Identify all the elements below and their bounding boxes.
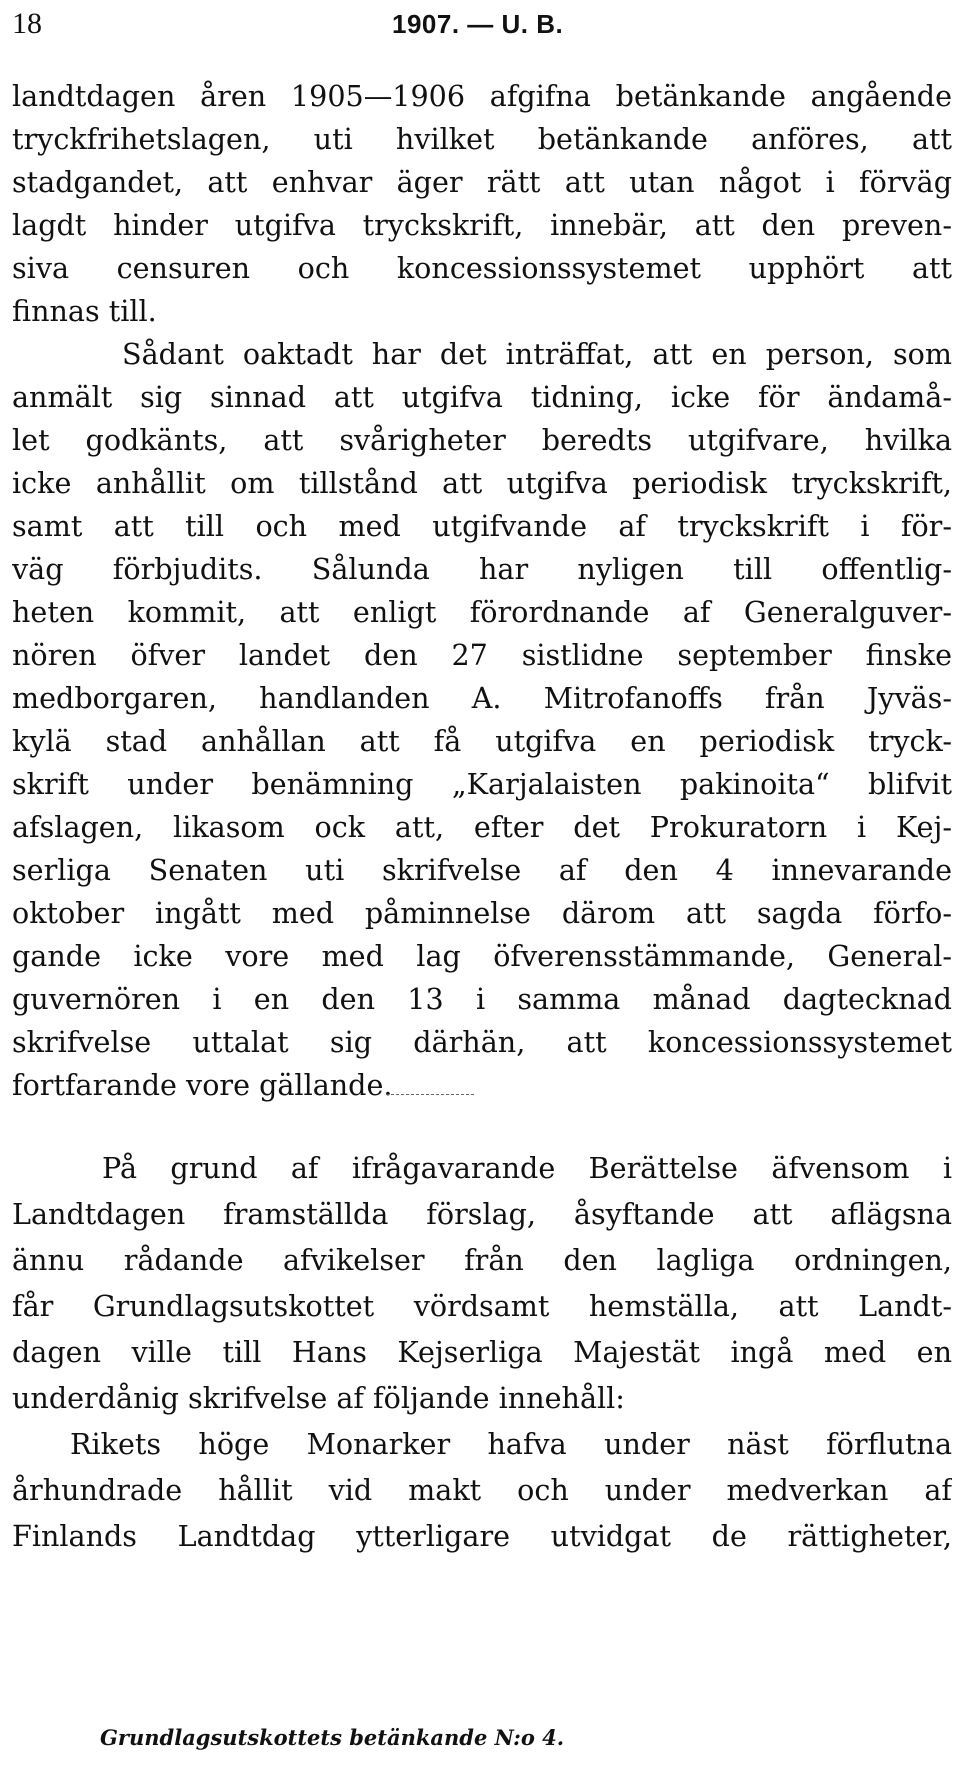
text-line: På grund af ifrågavarande Berättelse äfvensom i	[102, 1151, 952, 1185]
text-line: kylä stad anhållan att få utgifva en periodisk tryck-	[12, 724, 952, 758]
text-line: ännu rådande afvikelser från den lagliga ordningen,	[12, 1243, 952, 1277]
text-line: skrifvelse uttalat sig därhän, att koncessionssystemet	[12, 1025, 952, 1059]
text-line: dagen ville till Hans Kejserliga Majestät ingå med en	[12, 1335, 952, 1369]
text-line: siva censuren och koncessionssystemet upphört att	[12, 251, 952, 285]
running-head: 1907. — U. B.	[392, 9, 564, 39]
text-line: får Grundlagsutskottet vördsamt hemställa, att Landt-	[12, 1289, 952, 1323]
text-line: lagdt hinder utgifva tryckskrift, innebär, att den preven-	[12, 208, 952, 242]
text-line: Landtdagen framställda förslag, åsyftande att aflägsna	[12, 1197, 952, 1231]
text-line: tryckfrihetslagen, uti hvilket betänkande anföres, att	[12, 122, 952, 156]
text-line: väg förbjudits. Sålunda har nyligen till offentlig-	[12, 552, 952, 586]
text-line: anmält sig sinnad att utgifva tidning, icke för ändamå-	[12, 380, 952, 414]
body-text-upper	[12, 75, 952, 1107]
text-line: heten kommit, att enligt förordnande af Generalguver-	[12, 595, 952, 629]
text-line: medborgaren, handlanden A. Mitrofanoffs från Jyväs-	[12, 681, 952, 715]
body-text-lower	[12, 1145, 952, 1559]
text-line: guvernören i en den 13 i samma månad dagtecknad	[12, 982, 952, 1016]
section-divider	[386, 1094, 474, 1095]
text-line: let godkänts, att svårigheter beredts utgifvare, hvilka	[12, 423, 952, 457]
text-line: afslagen, likasom ock att, efter det Prokuratorn i Kej-	[12, 810, 952, 844]
footer-signature: Grundlagsutskottets betänkande N:o 4.	[100, 1725, 565, 1750]
text-line: århundrade hållit vid makt och under medverkan af	[12, 1473, 952, 1507]
text-line: serliga Senaten uti skrifvelse af den 4 innevarande	[12, 853, 952, 887]
text-line: samt att till och med utgifvande af tryckskrift i för-	[12, 509, 952, 543]
text-line: stadgandet, att enhvar äger rätt att utan något i förväg	[12, 165, 952, 199]
text-line: fortfarande vore gällande.	[12, 1068, 393, 1102]
text-line: Sådant oaktadt har det inträffat, att en person, som	[122, 337, 952, 371]
text-line: Finlands Landtdag ytterligare utvidgat de rättigheter,	[12, 1519, 952, 1553]
text-line: landtdagen åren 1905—1906 afgifna betänkande angående	[12, 79, 952, 113]
text-line: underdånig skrifvelse af följande innehåll:	[12, 1381, 625, 1415]
text-line: icke anhållit om tillstånd att utgifva periodisk tryckskrift,	[12, 466, 952, 500]
text-line: skrift under benämning „Karjalaisten pakinoita“ blifvit	[12, 767, 952, 801]
text-line: oktober ingått med påminnelse därom att sagda förfo-	[12, 896, 952, 930]
text-line: Rikets höge Monarker hafva under näst förflutna	[70, 1427, 952, 1461]
text-line: nören öfver landet den 27 sistlidne september finske	[12, 638, 952, 672]
page-header	[0, 2, 960, 42]
text-line: finnas till.	[12, 294, 157, 328]
text-line: gande icke vore med lag öfverensstämmande, General-	[12, 939, 952, 973]
page-number: 18	[12, 7, 42, 40]
